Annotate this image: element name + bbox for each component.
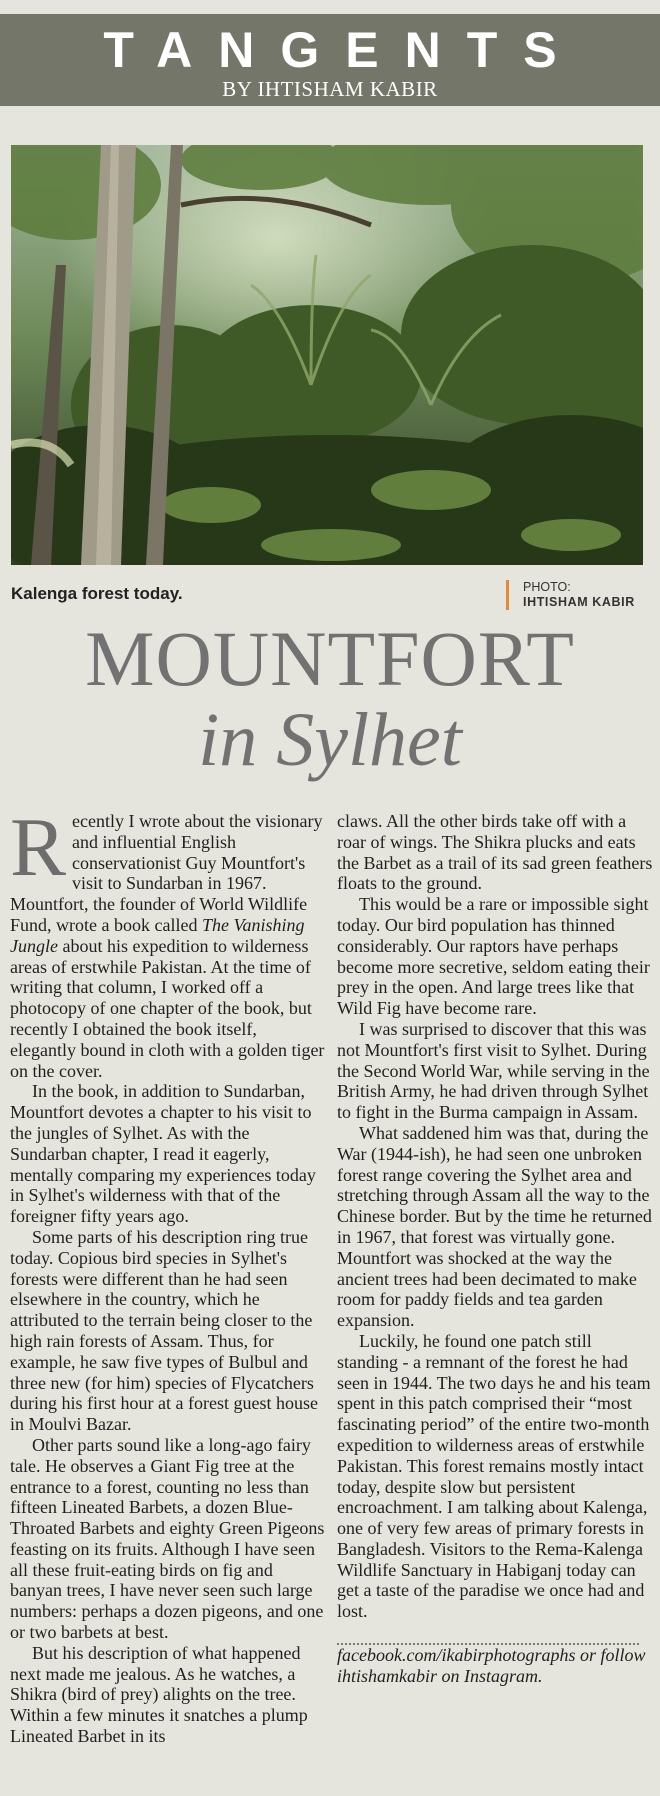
photo-credit-name: IHTISHAM KABIR [523, 595, 635, 609]
column-banner [0, 14, 660, 106]
forest-photo [11, 145, 643, 565]
article-paragraph-5-continued: claws. All the other birds take off with a roar of wings. The Shikra plucks and eats the Barbet as a trail of its sad green feathers floats to the ground. [337, 811, 653, 894]
paragraph-1-text-b: about his expedition to wilderness areas of erstwhile Pakistan. At the time of writing that column, I worked off a photocopy of one chapter of the book, but recently I obtained the book itself, elegantly bound in cloth with a golden tiger on the cover. [10, 935, 325, 1081]
article-paragraph-4: Other parts sound like a long-ago fairy tale. He observes a Giant Fig tree at the entrance to a forest, counting no less than fifteen Lineated Barbets, a dozen Blue-Throated Barbets and eighty Green Pigeons feasting on its fruits. Although I have seen all these fruit-eating birds on fig and banyan trees, I have never seen such large numbers: perhaps a dozen pigeons, and one or two barbets at best. [10, 1434, 325, 1643]
article-column-1 [10, 801, 326, 1747]
article-paragraph-7: I was surprised to discover that this was not Mountfort's first visit to Sylhet. During the Second World War, while serving in the British Army, he had driven through Sylhet to fight in the Burma campaign in Assam. [337, 1018, 650, 1123]
photo-credit [506, 580, 635, 610]
headline-line-1: MOUNTFORT [85, 615, 575, 702]
column-byline: BY IHTISHAM KABIR [222, 77, 438, 101]
article-paragraph-9: Luckily, he found one patch still standing - a remnant of the forest he had seen in 1944. The two days he and his team spent in this patch comprised their “most fascinating period” of the entire two-month expedition to wilderness areas of erstwhile Pakistan. This forest remains mostly intact today, despite slow but persistent encroachment. I am talking about Kalenga, one of very few areas of primary forests in Bangladesh. Visitors to the Rema-Kalenga Wildlife Sanctuary in Habiganj today can get a taste of the paradise we once had and lost. [337, 1330, 651, 1622]
photo-credit-label: PHOTO: [523, 580, 571, 594]
article-headline [0, 615, 660, 782]
column-title: TANGENTS [103, 22, 583, 78]
article-paragraph-6: This would be a rare or impossible sight today. Our bird population has thinned considerably. Our raptors have perhaps become more secretive, seldom eating their prey in the open. And large trees like that Wild Fig have become rare. [337, 894, 650, 1019]
book-title: The Vanishing Jungle [10, 914, 305, 956]
paragraph-1-text-a: ecently I wrote about the visionary and influential English conservationist Guy Mountfort's visit to Sundarban in 1967. Mountfort, the founder of World Wildlife Fund, wrote a book called [10, 811, 323, 935]
social-footer: facebook.com/ikabirphotographs or follow ihtishamkabir on Instagram. [337, 1645, 646, 1686]
forest-photo-illustration [11, 145, 643, 565]
article-column-2 [337, 811, 653, 1687]
photo-caption: Kalenga forest today. [11, 584, 183, 603]
article-paragraph-2: In the book, in addition to Sundarban, Mountfort devotes a chapter to his visit to the jungles of Sylhet. As with the Sundarban chapter, I read it eagerly, mentally comparing my experiences today in Sylhet's wilderness with that of the foreigner fifty years ago. [10, 1081, 316, 1227]
article-paragraph-8: What saddened him was that, during the War (1944-ish), he had seen one unbroken forest range covering the Sylhet area and stretching through Assam all the way to the Chinese border. But by the time he returned in 1967, that forest was virtually gone. Mountfort was shocked at the way the ancient trees had been decimated to make room for paddy fields and tea garden expansion. [337, 1122, 652, 1331]
top-strip [0, 0, 660, 12]
article-paragraph-3: Some parts of his description ring true today. Copious bird species in Sylhet's forests were different than he had seen elsewhere in the country, which he attributed to the terrain being closer to the high rain forests of Assam. Thus, for example, he saw five types of Bulbul and three new (for him) species of Flycatchers during his first hour at a forest guest house in Moulvi Bazar. [10, 1226, 318, 1435]
article-paragraph-5: But his description of what happened next made me jealous. As he watches, a Shikra (bird of prey) alights on the tree. Within a few minutes it snatches a plump Lineated Barbet in its [10, 1642, 308, 1747]
headline-line-2: in Sylhet [198, 698, 462, 782]
article-paragraph-1 [10, 801, 326, 1081]
drop-cap: R [10, 801, 67, 894]
